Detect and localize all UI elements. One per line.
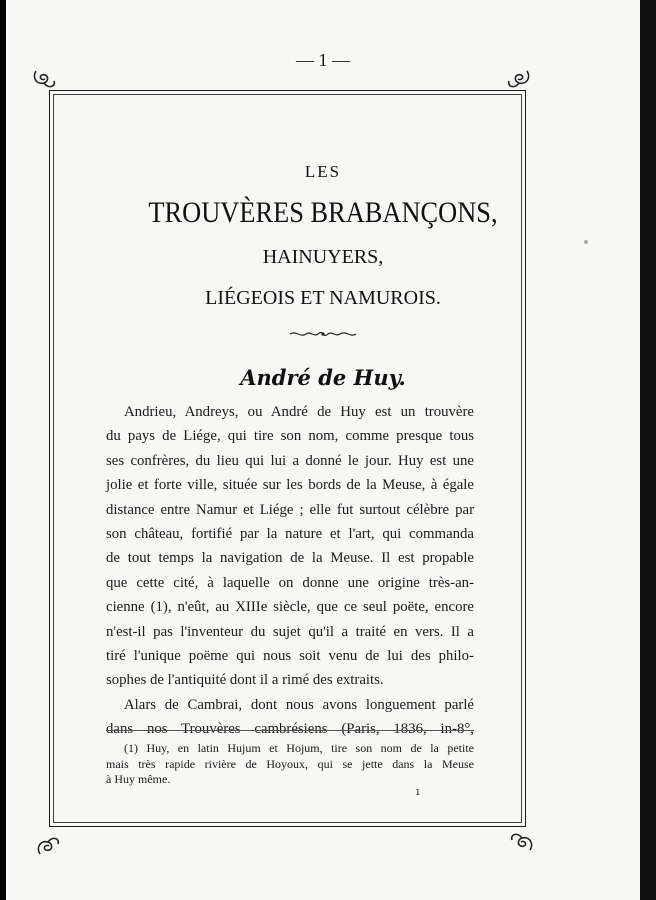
body-line: Alars de Cambrai, dont nous avons longuement parlé [124, 696, 474, 713]
title-subtitle-2: LIÉGEOIS ET NAMUROIS. [205, 287, 441, 309]
footnote [106, 741, 474, 788]
body-line: du pays de Liége, qui tire son nom, comme presque tous [106, 428, 474, 445]
title-line-les: LES [304, 162, 342, 181]
body-line: son château, fortifié par la nature et l'art, qui commanda [106, 526, 474, 543]
book-page [6, 0, 640, 900]
corner-ornament-bottom-left-icon [34, 832, 64, 862]
body-line: distance entre Namur et Liége ; elle fut surtout célèbre par [106, 501, 474, 518]
footnote-line: (1) Huy, en latin Hujum et Hojum, tire son nom de la petite [124, 741, 474, 755]
section-heading: André de Huy. [240, 365, 406, 390]
body-line: n'est-il pas l'inventeur du sujet qu'il a traité en vers. Il a [106, 623, 474, 640]
body-line: jolie et forte ville, située sur les bords de la Meuse, à égale [106, 477, 474, 494]
body-line: ses confrères, du lieu qui lui a donné le jour. Huy est une [106, 452, 474, 469]
body-line: Andrieu, Andreys, ou André de Huy est un trouvère [124, 404, 474, 420]
body-line: que cette cité, à laquelle on donne une origine très-an- [106, 574, 474, 591]
title-main: TROUVÈRES BRABANÇONS, [148, 196, 498, 229]
decorative-divider-icon [6, 326, 640, 345]
body-text [106, 400, 474, 742]
body-line: sophes de l'antiquité dont il a rimé des extraits. [106, 672, 384, 689]
body-line: tiré l'unique poëme qui nous soit venu de lui des philo- [106, 648, 474, 665]
corner-ornament-top-right-icon [503, 63, 533, 93]
page-number: — 1 — [296, 50, 350, 70]
body-line: de tout temps la navigation de la Meuse. Il est propable [106, 550, 474, 567]
footnote-line: à Huy même. [106, 772, 171, 786]
footnote-line: mais très rapide rivière de Hoyoux, qui se jette dans la Meuse [106, 756, 474, 771]
scan-edge-strip [640, 0, 656, 900]
stray-print-mark: ı [416, 785, 420, 798]
scan-speck [584, 240, 588, 244]
body-line: cienne (1), n'eût, au XIIIe siècle, que ce seul poëte, encore [106, 599, 474, 616]
body-line: dans nos Trouvères cambrésiens (Paris, 1836, in-8°, [106, 721, 474, 738]
title-subtitle-1: HAINUYERS, [262, 246, 384, 268]
footnote-separator [106, 730, 474, 731]
corner-ornament-bottom-right-icon [506, 828, 536, 858]
corner-ornament-top-left-icon [30, 63, 60, 93]
